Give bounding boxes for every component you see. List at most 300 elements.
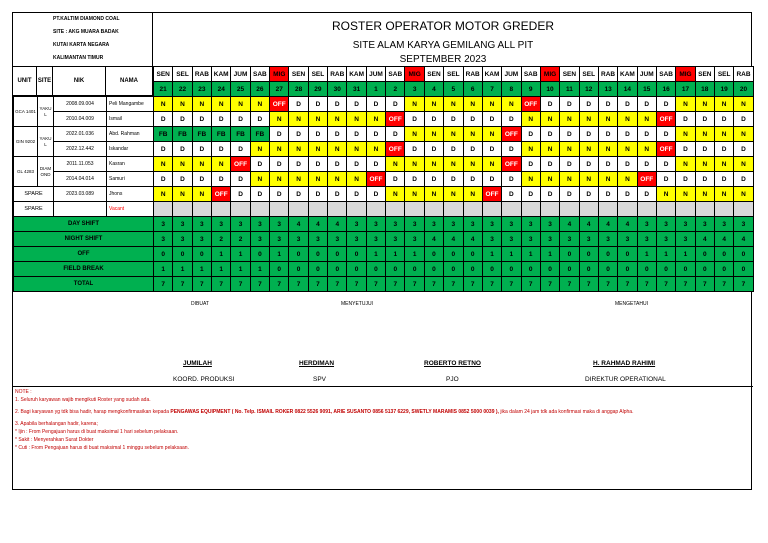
shift-cell[interactable]: OFF (637, 172, 656, 187)
summary-value: 3 (734, 217, 753, 232)
shift-cell[interactable] (540, 202, 559, 217)
day-header: SEL (444, 67, 463, 82)
shift-cell[interactable]: FB (192, 127, 211, 142)
shift-cell[interactable]: N (695, 97, 714, 112)
shift-cell[interactable]: D (656, 172, 675, 187)
shift-cell[interactable]: N (405, 157, 424, 172)
shift-cell[interactable]: N (734, 127, 753, 142)
shift-cell[interactable]: N (328, 112, 347, 127)
signer-4-name: H. RAHMAD RAHIMI (593, 360, 656, 367)
shift-cell[interactable]: N (366, 142, 385, 157)
shift-cell[interactable]: N (289, 112, 308, 127)
summary-value: 0 (424, 262, 443, 277)
summary-value: 0 (598, 247, 617, 262)
shift-cell[interactable]: D (289, 127, 308, 142)
shift-cell[interactable]: OFF (212, 187, 231, 202)
day-header: SAB (386, 67, 405, 82)
date-header: 15 (637, 82, 656, 97)
shift-cell[interactable]: D (502, 172, 521, 187)
shift-cell[interactable]: D (540, 97, 559, 112)
day-header: MIG (540, 67, 559, 82)
shift-cell[interactable] (637, 202, 656, 217)
shift-cell[interactable] (579, 202, 598, 217)
shift-cell[interactable] (424, 202, 443, 217)
shift-cell[interactable]: D (598, 187, 617, 202)
shift-cell[interactable]: N (482, 127, 501, 142)
shift-cell[interactable]: N (463, 157, 482, 172)
shift-cell[interactable]: D (637, 127, 656, 142)
shift-cell[interactable]: N (328, 172, 347, 187)
shift-cell[interactable]: D (618, 157, 637, 172)
shift-cell[interactable]: D (424, 172, 443, 187)
summary-value: 0 (560, 262, 579, 277)
shift-cell[interactable]: D (618, 97, 637, 112)
summary-value: 7 (521, 277, 540, 292)
shift-cell[interactable]: N (328, 142, 347, 157)
shift-cell[interactable]: OFF (656, 142, 675, 157)
summary-value: 3 (618, 232, 637, 247)
unit-cell: GIN 9202 (14, 127, 38, 157)
shift-cell[interactable]: D (212, 142, 231, 157)
shift-cell[interactable]: N (444, 97, 463, 112)
shift-cell[interactable]: N (521, 112, 540, 127)
shift-cell[interactable] (347, 202, 366, 217)
summary-value: 1 (366, 247, 385, 262)
shift-cell[interactable]: D (231, 187, 250, 202)
shift-cell[interactable]: D (212, 172, 231, 187)
shift-cell[interactable]: N (579, 112, 598, 127)
shift-cell[interactable]: D (560, 157, 579, 172)
shift-cell[interactable]: D (463, 172, 482, 187)
date-header: 12 (579, 82, 598, 97)
shift-cell[interactable]: OFF (502, 127, 521, 142)
shift-cell[interactable]: D (637, 157, 656, 172)
shift-cell[interactable]: D (579, 127, 598, 142)
summary-value: 7 (173, 277, 192, 292)
shift-cell[interactable]: N (366, 112, 385, 127)
unit-cell: GCA 1401 (14, 97, 38, 127)
shift-cell[interactable]: N (173, 97, 192, 112)
shift-cell[interactable]: N (521, 142, 540, 157)
shift-cell[interactable]: D (598, 127, 617, 142)
shift-cell[interactable]: N (734, 157, 753, 172)
day-header: JUM (366, 67, 385, 82)
shift-cell[interactable]: N (714, 97, 733, 112)
shift-cell[interactable]: N (231, 97, 250, 112)
shift-cell[interactable]: N (656, 187, 675, 202)
shift-cell[interactable]: N (463, 127, 482, 142)
signer-2-name: HERDIMAN (299, 360, 335, 367)
shift-cell[interactable]: FB (173, 127, 192, 142)
shift-cell[interactable]: D (366, 187, 385, 202)
shift-cell[interactable]: N (560, 112, 579, 127)
shift-cell[interactable]: D (637, 97, 656, 112)
shift-cell[interactable] (618, 202, 637, 217)
shift-cell[interactable]: N (270, 112, 289, 127)
summary-value: 7 (695, 277, 714, 292)
shift-cell[interactable]: N (676, 157, 695, 172)
shift-cell[interactable]: D (618, 187, 637, 202)
shift-cell[interactable]: D (579, 157, 598, 172)
shift-cell[interactable] (328, 202, 347, 217)
shift-cell[interactable]: D (463, 112, 482, 127)
date-header: 21 (154, 82, 173, 97)
shift-cell[interactable]: N (598, 172, 617, 187)
shift-cell[interactable] (308, 202, 327, 217)
shift-cell[interactable] (676, 202, 695, 217)
shift-cell[interactable]: D (173, 112, 192, 127)
shift-cell[interactable]: D (405, 112, 424, 127)
shift-cell[interactable]: D (734, 112, 753, 127)
shift-cell[interactable]: N (212, 157, 231, 172)
summary-value: 7 (598, 277, 617, 292)
shift-cell[interactable]: N (598, 142, 617, 157)
operator-row (14, 172, 754, 187)
shift-cell[interactable]: OFF (366, 172, 385, 187)
shift-cell[interactable]: N (308, 172, 327, 187)
shift-cell[interactable]: N (444, 127, 463, 142)
shift-cell[interactable]: D (463, 142, 482, 157)
shift-cell[interactable]: D (656, 127, 675, 142)
day-header: RAB (192, 67, 211, 82)
shift-cell[interactable]: D (328, 187, 347, 202)
shift-cell[interactable]: N (714, 157, 733, 172)
unit-column-header: UNIT (13, 66, 37, 96)
day-header: JUM (502, 67, 521, 82)
shift-cell[interactable]: N (154, 97, 173, 112)
shift-cell[interactable] (192, 202, 211, 217)
shift-cell[interactable]: D (676, 142, 695, 157)
shift-cell[interactable] (270, 202, 289, 217)
shift-cell[interactable]: N (637, 142, 656, 157)
summary-value: 4 (560, 217, 579, 232)
shift-cell[interactable]: D (405, 142, 424, 157)
shift-cell[interactable]: N (734, 187, 753, 202)
shift-cell[interactable]: OFF (386, 112, 405, 127)
shift-cell[interactable]: N (270, 142, 289, 157)
shift-cell[interactable] (521, 202, 540, 217)
shift-cell[interactable]: D (289, 187, 308, 202)
summary-value: 1 (250, 262, 269, 277)
signer-3-name: ROBERTO RETNO (424, 360, 481, 367)
nama-column-header: NAMA (106, 66, 153, 96)
shift-cell[interactable]: N (405, 97, 424, 112)
shift-cell[interactable]: D (328, 127, 347, 142)
signer-1-position: KOORD. PRODUKSI (173, 376, 235, 383)
shift-cell[interactable]: D (270, 187, 289, 202)
shift-cell[interactable]: D (502, 187, 521, 202)
shift-cell[interactable] (366, 202, 385, 217)
shift-cell[interactable]: D (656, 97, 675, 112)
shift-cell[interactable]: D (502, 142, 521, 157)
shift-cell[interactable]: N (347, 142, 366, 157)
shift-cell[interactable]: D (444, 172, 463, 187)
shift-cell[interactable]: D (424, 142, 443, 157)
shift-cell[interactable]: N (424, 97, 443, 112)
summary-row (14, 247, 754, 262)
shift-cell[interactable]: D (521, 157, 540, 172)
shift-cell[interactable]: D (154, 112, 173, 127)
shift-cell[interactable]: D (540, 157, 559, 172)
shift-cell[interactable] (444, 202, 463, 217)
shift-cell[interactable] (463, 202, 482, 217)
shift-cell[interactable]: D (444, 142, 463, 157)
shift-cell[interactable]: D (231, 142, 250, 157)
shift-cell[interactable]: N (405, 187, 424, 202)
shift-cell[interactable]: N (424, 127, 443, 142)
shift-cell[interactable]: D (676, 172, 695, 187)
shift-cell[interactable]: N (308, 142, 327, 157)
summary-value: 3 (405, 217, 424, 232)
summary-value: 0 (579, 247, 598, 262)
shift-cell[interactable]: D (734, 172, 753, 187)
shift-cell[interactable]: D (540, 187, 559, 202)
shift-cell[interactable]: D (598, 157, 617, 172)
nik-cell: 2014.04.014 (54, 172, 107, 187)
shift-cell[interactable]: N (173, 157, 192, 172)
shift-cell[interactable]: D (308, 157, 327, 172)
shift-cell[interactable] (695, 202, 714, 217)
shift-cell[interactable]: OFF (656, 112, 675, 127)
shift-cell[interactable]: N (637, 112, 656, 127)
shift-cell[interactable]: OFF (521, 97, 540, 112)
shift-cell[interactable]: N (676, 127, 695, 142)
shift-cell[interactable]: D (328, 97, 347, 112)
summary-row (14, 277, 754, 292)
shift-cell[interactable]: D (173, 172, 192, 187)
shift-cell[interactable]: D (656, 157, 675, 172)
summary-value: 3 (192, 217, 211, 232)
shift-cell[interactable]: FB (154, 127, 173, 142)
shift-cell[interactable]: D (714, 172, 733, 187)
shift-cell[interactable]: N (405, 127, 424, 142)
shift-cell[interactable]: D (250, 157, 269, 172)
shift-cell[interactable]: D (347, 97, 366, 112)
shift-cell[interactable]: D (521, 127, 540, 142)
shift-cell[interactable]: N (598, 112, 617, 127)
summary-value: 7 (347, 277, 366, 292)
shift-cell[interactable]: N (560, 172, 579, 187)
shift-cell[interactable]: N (173, 187, 192, 202)
shift-cell[interactable]: D (734, 142, 753, 157)
shift-cell[interactable]: D (347, 127, 366, 142)
shift-cell[interactable]: D (695, 142, 714, 157)
shift-cell[interactable]: D (192, 142, 211, 157)
shift-cell[interactable]: N (424, 187, 443, 202)
shift-cell[interactable]: D (366, 97, 385, 112)
shift-cell[interactable]: N (695, 127, 714, 142)
summary-value: 3 (656, 217, 675, 232)
shift-cell[interactable]: N (154, 157, 173, 172)
shift-cell[interactable]: D (560, 97, 579, 112)
shift-cell[interactable]: D (714, 142, 733, 157)
shift-cell[interactable]: N (502, 97, 521, 112)
shift-cell[interactable]: D (560, 127, 579, 142)
shift-cell[interactable]: N (540, 142, 559, 157)
header-spacer (14, 82, 154, 97)
shift-cell[interactable]: D (154, 172, 173, 187)
shift-cell[interactable] (482, 202, 501, 217)
shift-cell[interactable]: N (444, 157, 463, 172)
shift-cell[interactable]: FB (212, 127, 231, 142)
shift-cell[interactable] (714, 202, 733, 217)
shift-cell[interactable]: D (270, 127, 289, 142)
shift-cell[interactable]: D (637, 187, 656, 202)
shift-cell[interactable]: D (424, 112, 443, 127)
shift-cell[interactable]: N (463, 97, 482, 112)
shift-cell[interactable]: N (695, 187, 714, 202)
shift-cell[interactable]: N (618, 112, 637, 127)
shift-cell[interactable]: N (482, 157, 501, 172)
shift-cell[interactable]: N (734, 97, 753, 112)
shift-cell[interactable]: N (250, 142, 269, 157)
summary-value: 3 (521, 217, 540, 232)
date-header: 18 (695, 82, 714, 97)
shift-cell[interactable]: D (250, 112, 269, 127)
shift-cell[interactable]: N (714, 127, 733, 142)
shift-cell[interactable]: D (540, 127, 559, 142)
shift-cell[interactable]: D (386, 97, 405, 112)
shift-cell[interactable]: D (502, 112, 521, 127)
shift-cell[interactable] (405, 202, 424, 217)
shift-cell[interactable]: N (579, 172, 598, 187)
shift-cell[interactable]: D (386, 127, 405, 142)
shift-cell[interactable]: N (347, 172, 366, 187)
shift-cell[interactable]: D (695, 172, 714, 187)
summary-value: 3 (444, 217, 463, 232)
shift-cell[interactable] (386, 202, 405, 217)
shift-cell[interactable]: N (192, 157, 211, 172)
shift-cell[interactable]: OFF (386, 142, 405, 157)
shift-cell[interactable]: D (231, 172, 250, 187)
shift-cell[interactable] (212, 202, 231, 217)
shift-cell[interactable] (289, 202, 308, 217)
shift-cell[interactable]: N (270, 172, 289, 187)
shift-cell[interactable]: N (308, 112, 327, 127)
shift-cell[interactable]: N (579, 142, 598, 157)
shift-cell[interactable]: N (618, 172, 637, 187)
shift-cell[interactable]: D (676, 112, 695, 127)
shift-cell[interactable]: N (676, 187, 695, 202)
shift-cell[interactable] (250, 202, 269, 217)
shift-cell[interactable]: D (482, 112, 501, 127)
shift-cell[interactable] (502, 202, 521, 217)
shift-cell[interactable]: D (328, 157, 347, 172)
shift-cell[interactable]: N (482, 97, 501, 112)
shift-cell[interactable]: N (444, 187, 463, 202)
shift-cell[interactable]: D (598, 97, 617, 112)
shift-cell[interactable]: N (714, 187, 733, 202)
shift-cell[interactable]: N (250, 172, 269, 187)
shift-cell[interactable]: N (212, 97, 231, 112)
shift-cell[interactable] (231, 202, 250, 217)
shift-cell[interactable]: D (482, 172, 501, 187)
summary-value: 0 (444, 262, 463, 277)
shift-cell[interactable]: OFF (231, 157, 250, 172)
shift-cell[interactable]: N (424, 157, 443, 172)
shift-cell[interactable]: N (676, 97, 695, 112)
shift-cell[interactable]: N (540, 112, 559, 127)
shift-cell[interactable]: D (192, 172, 211, 187)
shift-cell[interactable] (173, 202, 192, 217)
shift-cell[interactable]: D (308, 97, 327, 112)
shift-cell[interactable]: OFF (482, 187, 501, 202)
note-sakit: * Sakit : Menyerahkan Surat Dokter (15, 437, 94, 443)
summary-value: 3 (540, 217, 559, 232)
shift-cell[interactable]: D (308, 127, 327, 142)
shift-cell[interactable]: OFF (502, 157, 521, 172)
shift-cell[interactable]: D (308, 187, 327, 202)
shift-cell[interactable]: D (444, 112, 463, 127)
shift-cell[interactable]: N (521, 172, 540, 187)
shift-cell[interactable] (154, 202, 173, 217)
summary-value: 7 (482, 277, 501, 292)
date-header: 20 (734, 82, 753, 97)
shift-cell[interactable] (656, 202, 675, 217)
shift-cell[interactable]: N (289, 142, 308, 157)
shift-cell[interactable]: N (250, 97, 269, 112)
shift-cell[interactable]: N (347, 112, 366, 127)
shift-cell[interactable]: D (560, 187, 579, 202)
shift-cell[interactable]: D (289, 157, 308, 172)
summary-value: 3 (328, 232, 347, 247)
shift-cell[interactable]: N (540, 172, 559, 187)
shift-cell[interactable]: N (386, 187, 405, 202)
shift-cell[interactable]: D (386, 172, 405, 187)
shift-cell[interactable]: D (714, 112, 733, 127)
shift-cell[interactable]: D (482, 142, 501, 157)
shift-cell[interactable]: N (192, 97, 211, 112)
shift-cell[interactable]: D (405, 172, 424, 187)
shift-cell[interactable]: D (192, 112, 211, 127)
shift-cell[interactable]: N (386, 157, 405, 172)
shift-cell[interactable]: D (289, 97, 308, 112)
shift-cell[interactable]: D (347, 157, 366, 172)
shift-cell[interactable]: N (192, 187, 211, 202)
shift-cell[interactable]: FB (250, 127, 269, 142)
shift-cell[interactable]: D (154, 142, 173, 157)
shift-cell[interactable] (560, 202, 579, 217)
shift-cell[interactable]: D (250, 187, 269, 202)
shift-cell[interactable]: D (366, 127, 385, 142)
shift-cell[interactable]: N (289, 172, 308, 187)
shift-cell[interactable]: OFF (270, 97, 289, 112)
shift-cell[interactable]: D (579, 187, 598, 202)
shift-cell[interactable]: FB (231, 127, 250, 142)
shift-cell[interactable]: D (521, 187, 540, 202)
shift-cell[interactable]: D (212, 112, 231, 127)
shift-cell[interactable]: D (231, 112, 250, 127)
shift-cell[interactable]: D (347, 187, 366, 202)
shift-cell[interactable]: N (154, 187, 173, 202)
summary-value: 3 (579, 232, 598, 247)
shift-cell[interactable]: D (618, 127, 637, 142)
shift-cell[interactable]: D (579, 97, 598, 112)
shift-cell[interactable]: D (270, 157, 289, 172)
shift-cell[interactable]: D (173, 142, 192, 157)
shift-cell[interactable]: N (463, 187, 482, 202)
shift-cell[interactable]: N (560, 142, 579, 157)
signer-1-name: JUMILAH (183, 360, 212, 367)
shift-cell[interactable]: N (618, 142, 637, 157)
shift-cell[interactable]: D (695, 112, 714, 127)
shift-cell[interactable] (598, 202, 617, 217)
summary-value: 3 (231, 217, 250, 232)
shift-cell[interactable]: D (366, 157, 385, 172)
summary-value: 1 (231, 262, 250, 277)
shift-cell[interactable] (734, 202, 753, 217)
shift-cell[interactable]: N (695, 157, 714, 172)
